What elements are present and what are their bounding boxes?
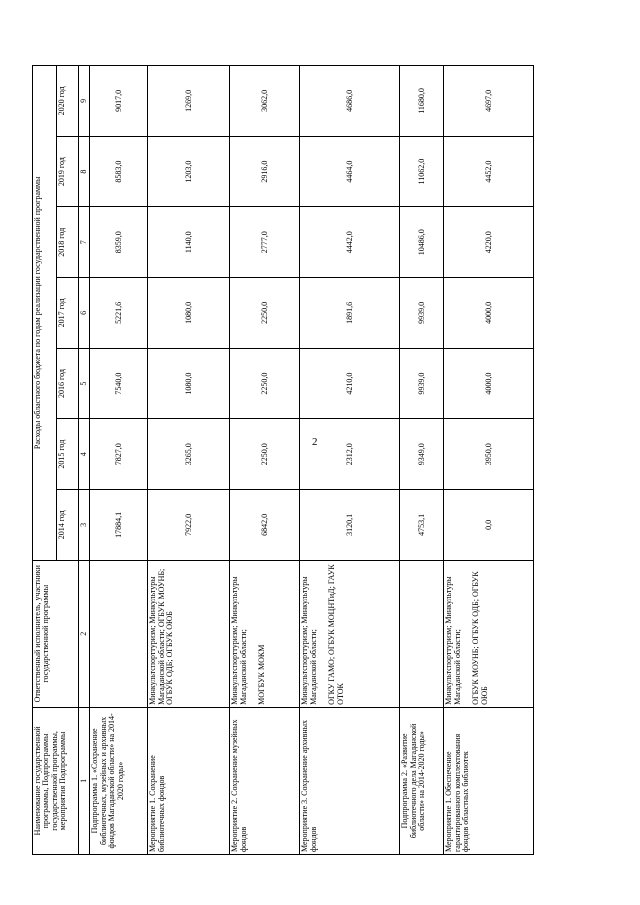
row-name: Мероприятие 2. Сохранение музейных фондов bbox=[230, 707, 300, 854]
value-cell: 1203,0 bbox=[148, 136, 230, 207]
value-cell: 4452,0 bbox=[444, 136, 534, 207]
value-cell: 4000,0 bbox=[444, 278, 534, 349]
header-year: 2020 год bbox=[57, 66, 79, 137]
value-cell: 4000,0 bbox=[444, 348, 534, 419]
header-expenses: Расходы областного бюджета по годам реализации государственной программы bbox=[33, 66, 57, 561]
row-executor bbox=[400, 560, 444, 707]
value-cell: 5221,6 bbox=[90, 278, 148, 349]
value-cell: 10486,0 bbox=[400, 207, 444, 278]
value-cell: 9017,0 bbox=[90, 66, 148, 137]
column-number: 7 bbox=[79, 207, 90, 278]
budget-table bbox=[32, 65, 534, 855]
column-number: 8 bbox=[79, 136, 90, 207]
table-row bbox=[90, 66, 148, 855]
value-cell: 6842,0 bbox=[230, 490, 300, 561]
column-number: 5 bbox=[79, 348, 90, 419]
value-cell: 2250,0 bbox=[230, 419, 300, 490]
row-executor bbox=[300, 560, 400, 707]
table-row bbox=[300, 66, 400, 855]
column-number: 9 bbox=[79, 66, 90, 137]
header-year: 2018 год bbox=[57, 207, 79, 278]
value-cell: 8359,0 bbox=[90, 207, 148, 278]
row-executor bbox=[90, 560, 148, 707]
row-name: Мероприятие 1. Обеспечение гарантированного комплектования фондов областных библиотек bbox=[444, 707, 534, 854]
table-row bbox=[230, 66, 300, 855]
value-cell: 9939,0 bbox=[400, 348, 444, 419]
header-year: 2016 год bbox=[57, 348, 79, 419]
executor-text: ОГКУ ГАМО; ОГБУК МОЦНТиД; ГАУК ОТОК bbox=[327, 564, 345, 705]
row-name: Мероприятие 3. Сохранение архивных фондов bbox=[300, 707, 400, 854]
value-cell: 2250,0 bbox=[230, 278, 300, 349]
header-year: 2014 год bbox=[57, 490, 79, 561]
column-number: 4 bbox=[79, 419, 90, 490]
executor-text: Минкультспорттуризм; Минкультуры Магаданской области; bbox=[444, 576, 462, 705]
value-cell: 7540,0 bbox=[90, 348, 148, 419]
executor-text: Минкультспорттуризм; Минкультуры Магаданской области; ОГБУК МОУНБ; ОГБУК ОДБ; ОГБУК ОЮБ bbox=[148, 568, 175, 705]
value-cell: 1080,0 bbox=[148, 278, 230, 349]
rotated-page bbox=[32, 65, 532, 855]
column-number: 2 bbox=[79, 560, 90, 707]
page-number: 2 bbox=[312, 436, 318, 448]
header-name: Наименование государственной программы, Подпрограммы государственной программы, мероприятия Подпрограммы bbox=[33, 707, 79, 854]
value-cell: 2916,0 bbox=[230, 136, 300, 207]
value-cell: 4220,0 bbox=[444, 207, 534, 278]
column-number: 3 bbox=[79, 490, 90, 561]
value-cell: 1140,0 bbox=[148, 207, 230, 278]
value-cell: 2777,0 bbox=[230, 207, 300, 278]
value-cell: 3120,1 bbox=[300, 490, 400, 561]
executor-text: Минкультспорттуризм; Минкультуры Магаданской области; bbox=[300, 576, 318, 705]
row-executor bbox=[230, 560, 300, 707]
value-cell: 2312,0 bbox=[300, 419, 400, 490]
value-cell: 4442,0 bbox=[300, 207, 400, 278]
value-cell: 7827,0 bbox=[90, 419, 148, 490]
value-cell: 3265,0 bbox=[148, 419, 230, 490]
row-name: Подпрограмма 2. «Развитие библиотечного дела Магаданской области» на 2014-2020 годы» bbox=[400, 707, 444, 854]
value-cell: 11680,0 bbox=[400, 66, 444, 137]
row-name: Мероприятие 1. Сохранение библиотечных фондов bbox=[148, 707, 230, 854]
value-cell: 11062,0 bbox=[400, 136, 444, 207]
column-number: 6 bbox=[79, 278, 90, 349]
value-cell: 4697,0 bbox=[444, 66, 534, 137]
executor-text: Минкультспорттуризм; Минкультуры Магаданской области; bbox=[230, 576, 248, 705]
value-cell: 3062,0 bbox=[230, 66, 300, 137]
value-cell: 17884,1 bbox=[90, 490, 148, 561]
row-executor bbox=[444, 560, 534, 707]
value-cell: 4753,1 bbox=[400, 490, 444, 561]
value-cell: 8583,0 bbox=[90, 136, 148, 207]
executor-text: ОГБУК МОУНБ; ОГБУК ОДБ; ОГБУК ОЮБ bbox=[471, 571, 489, 705]
header-executor: Ответственный исполнитель, участники государственной программы bbox=[33, 560, 79, 707]
value-cell: 1080,0 bbox=[148, 348, 230, 419]
header-year: 2019 год bbox=[57, 136, 79, 207]
value-cell: 1269,0 bbox=[148, 66, 230, 137]
value-cell: 9939,0 bbox=[400, 278, 444, 349]
executor-text: МОГБУК МОКМ bbox=[257, 644, 267, 705]
header-year: 2015 год bbox=[57, 419, 79, 490]
value-cell: 4210,0 bbox=[300, 348, 400, 419]
value-cell: 1891,6 bbox=[300, 278, 400, 349]
table-row bbox=[400, 66, 444, 855]
value-cell: 4464,0 bbox=[300, 136, 400, 207]
value-cell: 3950,0 bbox=[444, 419, 534, 490]
header-year: 2017 год bbox=[57, 278, 79, 349]
value-cell: 4686,0 bbox=[300, 66, 400, 137]
value-cell: 7922,0 bbox=[148, 490, 230, 561]
row-executor bbox=[148, 560, 230, 707]
column-number: 1 bbox=[79, 707, 90, 854]
table-row bbox=[444, 66, 534, 855]
table-row bbox=[148, 66, 230, 855]
value-cell: 9349,0 bbox=[400, 419, 444, 490]
value-cell: 2250,0 bbox=[230, 348, 300, 419]
row-name: Подпрограмма 1. «Сохранение библиотечных, музейных и архивных фондов Магаданской области» на 2014-2020 годы» bbox=[90, 707, 148, 854]
value-cell: 0,0 bbox=[444, 490, 534, 561]
